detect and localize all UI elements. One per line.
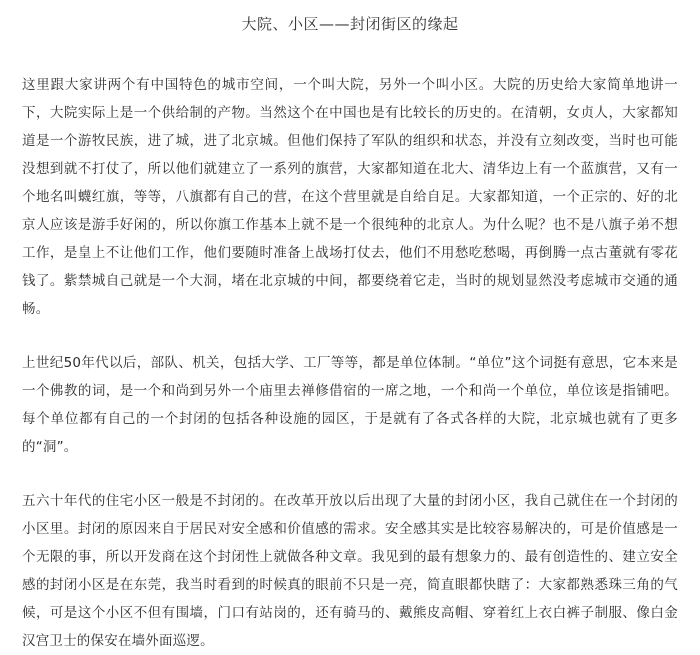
paragraph: 这里跟大家讲两个有中国特色的城市空间，一个叫大院，另外一个叫小区。大院的历史给大家简单地讲一下，大院实际上是一个供给制的产物。当然这个在中国也是有比较长的历史的。在清朝，女贞人，大家都知道是一个游牧民族，进了城，进了北京城。但他们保持了军队的组织和状态，并没有立刻改变，当时也可能没想到就不打仗了，所以他们就建立了一系列的旗营，大家都知道在北大、清华边上有一个蓝旗营，又有一个地名叫蠛红旗，等等，八旗都有自己的营，在这个营里就是自给自足。大家都知道，一个正宗的、好的北京人应该是游手好闲的，所以你旗工作基本上就不是一个很纯种的北京人。为什么呢？也不是八旗子弟不想工作，是皇上不让他们工作，他们要随时准备上战场打仗去，他们不用愁吃愁喝，再倒腾一点古董就有零花钱了。紫禁城自己就是一个大洞，堵在北京城的中间，都要绕着它走，当时的规划显然没考虑城市交通的通畅。 [22, 77, 678, 317]
page-title: 大院、小区——封闭街区的缘起 [241, 15, 459, 33]
paragraph: 五六十年代的住宅小区一般是不封闭的。在改革开放以后出现了大量的封闭小区，我自己就住在一个封闭的小区里。封闭的原因来自于居民对安全感和价值感的需求。安全感其实是比较容易解决的，可是价值感是一个无限的事，所以开发商在这个封闭性上就做各种文章。我见到的最有想象力的、最有创造性的、建立安全感的封闭小区是在东莞，我当时看到的时候真的眼前不只是一亮，简直眼都快瞎了：大家都熟悉珠三角的气候，可是这个小区不但有围墙，门口有站岗的，还有骑马的、戴熊皮高帽、穿着红上衣白裤子制服、像白金汉宫卫士的保安在墙外面巡逻。 [22, 493, 678, 649]
paragraph: 上世纪50年代以后，部队、机关，包括大学、工厂等等，都是单位体制。“单位”这个词挺有意思，它本来是一个佛教的词，是一个和尚到另外一个庙里去禅修借宿的一席之地，一个和尚一个单位，单位该是指铺吧。每个单位都有自己的一个封闭的包括各种设施的园区，于是就有了各式各样的大院，北京城也就有了更多的“洞”。 [22, 355, 678, 455]
article-body [22, 71, 678, 655]
